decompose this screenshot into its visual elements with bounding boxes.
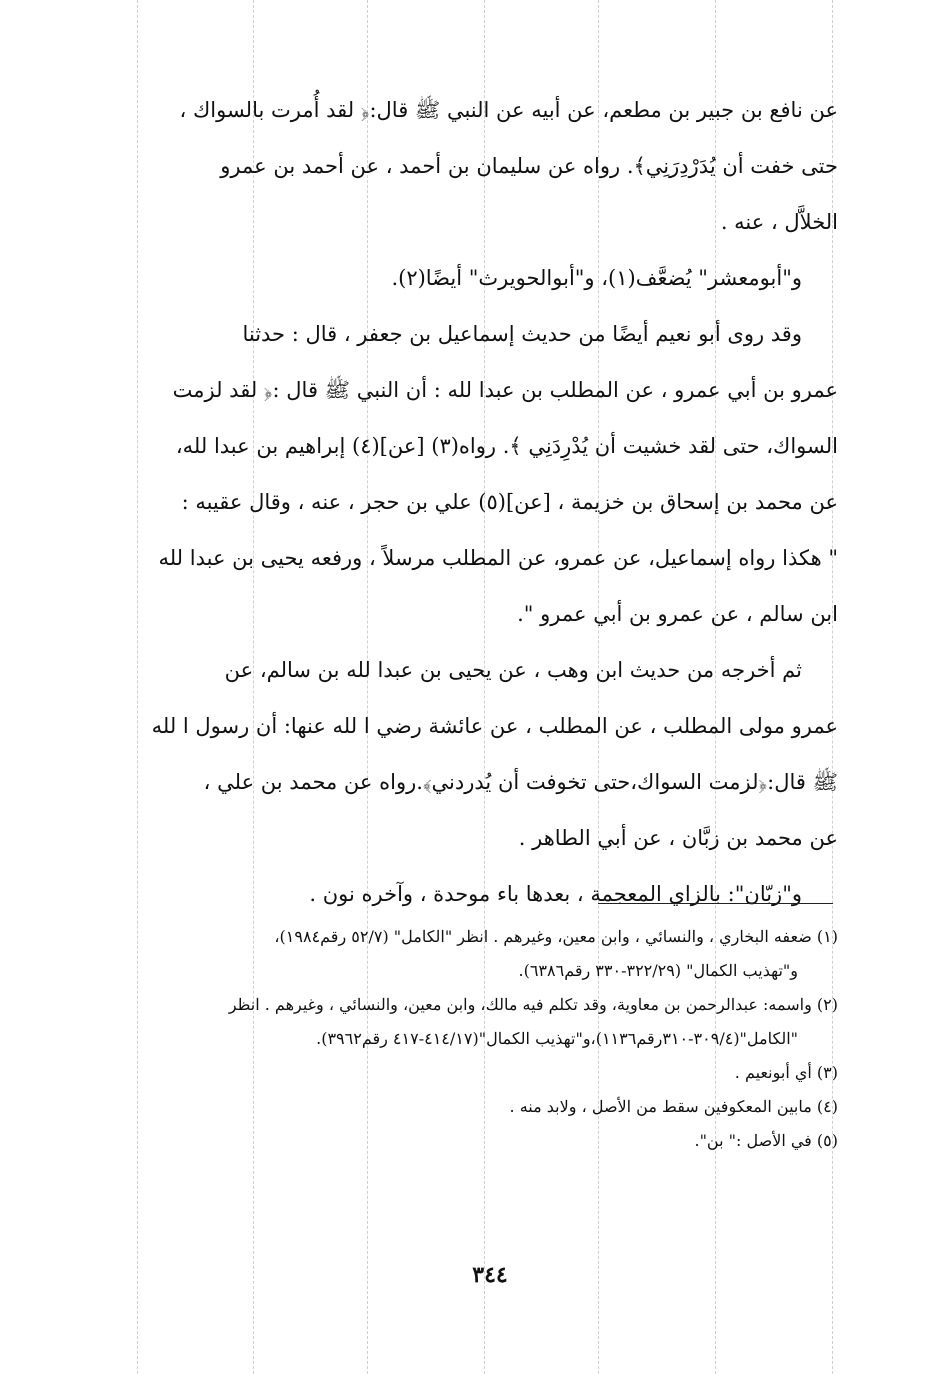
text-line: و"أبومعشر" يُضعَّف(١)، و"أبوالحويرث" أيضًا(٢).: [391, 266, 802, 290]
footnote-line: (٥) في الأصل :" بن".: [694, 1131, 838, 1150]
text-line: ثم أخرجه من حديث ابن وهب ، عن يحيى بن عبدا لله بن سالم، عن: [224, 658, 802, 682]
text-line: حتى خفت أن يُدَرْدِرَنِي﴾. رواه عن سليمان بن أحمد ، عن أحمد بن عمرو: [220, 154, 838, 178]
footnote-line: (٤) مابين المعكوفين سقط من الأصل ، ولابد منه .: [509, 1097, 838, 1116]
footnote-separator: [598, 903, 833, 904]
body-text: [118, 82, 838, 922]
text-line: " هكذا رواه إسماعيل، عن عمرو، عن المطلب مرسلاً ، ورفعه يحيى بن عبدا لله: [158, 546, 838, 570]
text-line: ابن سالم ، عن عمرو بن أبي عمرو ".: [517, 602, 838, 626]
text-line: الخلاَّل ، عنه .: [720, 210, 838, 234]
page-number: ٣٤٤: [472, 1262, 508, 1288]
text-line: و"زبّان": بالزاي المعجمة ، بعدها باء موحدة ، وآخره نون .: [309, 882, 802, 906]
text-line: السواك، حتى لقد خشيت أن يُدْرِدَنِي ﴾. رواه(٣) [عن](٤) إبراهيم بن عبدا لله،: [175, 434, 838, 458]
text-line: عمرو مولى المطلب ، عن المطلب ، عن عائشة رضي ا لله عنها: أن رسول ا لله: [151, 714, 838, 738]
text-line: عن محمد بن إسحاق بن خزيمة ، [عن](٥) علي بن حجر ، عنه ، وقال عقيبه :: [181, 490, 838, 514]
text-line: وقد روى أبو نعيم أيضًا من حديث إسماعيل بن جعفر ، قال : حدثنا: [242, 322, 802, 346]
text-line: عن محمد بن زبَّان ، عن أبي الطاهر .: [518, 826, 838, 850]
footnote-line: (٢) واسمه: عبدالرحمن بن معاوية، وقد تكلم فيه مالك، وابن معين، والنسائي ، وغيرهم . انظر: [228, 995, 838, 1014]
footnotes: [118, 920, 838, 1158]
text-line: عن نافع بن جبير بن مطعم، عن أبيه عن النبي ﷺ قال:﴿ لقد أُمرت بالسواك ،: [179, 98, 838, 122]
footnote-line: "الكامل"(٣٠٩/٤-٣١٠رقم١١٣٦)،و"تهذيب الكمال"(٤١٤/١٧-٤١٧ رقم٣٩٦٢).: [316, 1029, 798, 1048]
text-line: عمرو بن أبي عمرو ، عن المطلب بن عبدا لله : أن النبي ﷺ قال :﴿ لقد لزمت: [172, 378, 838, 402]
text-line: ﷺ قال:﴿لزمت السواك،حتى تخوفت أن يُدردني﴾.رواه عن محمد بن علي ،: [203, 770, 838, 794]
footnote-line: و"تهذيب الكمال" (٣٢٢/٢٩-٣٣٠ رقم٦٣٨٦).: [518, 961, 798, 980]
footnote-line: (٣) أي أبونعيم .: [734, 1063, 838, 1082]
footnote-line: (١) ضعفه البخاري ، والنسائي ، وابن معين، وغيرهم . انظر "الكامل" (٥٢/٧ رقم١٩٨٤)،: [274, 927, 838, 946]
